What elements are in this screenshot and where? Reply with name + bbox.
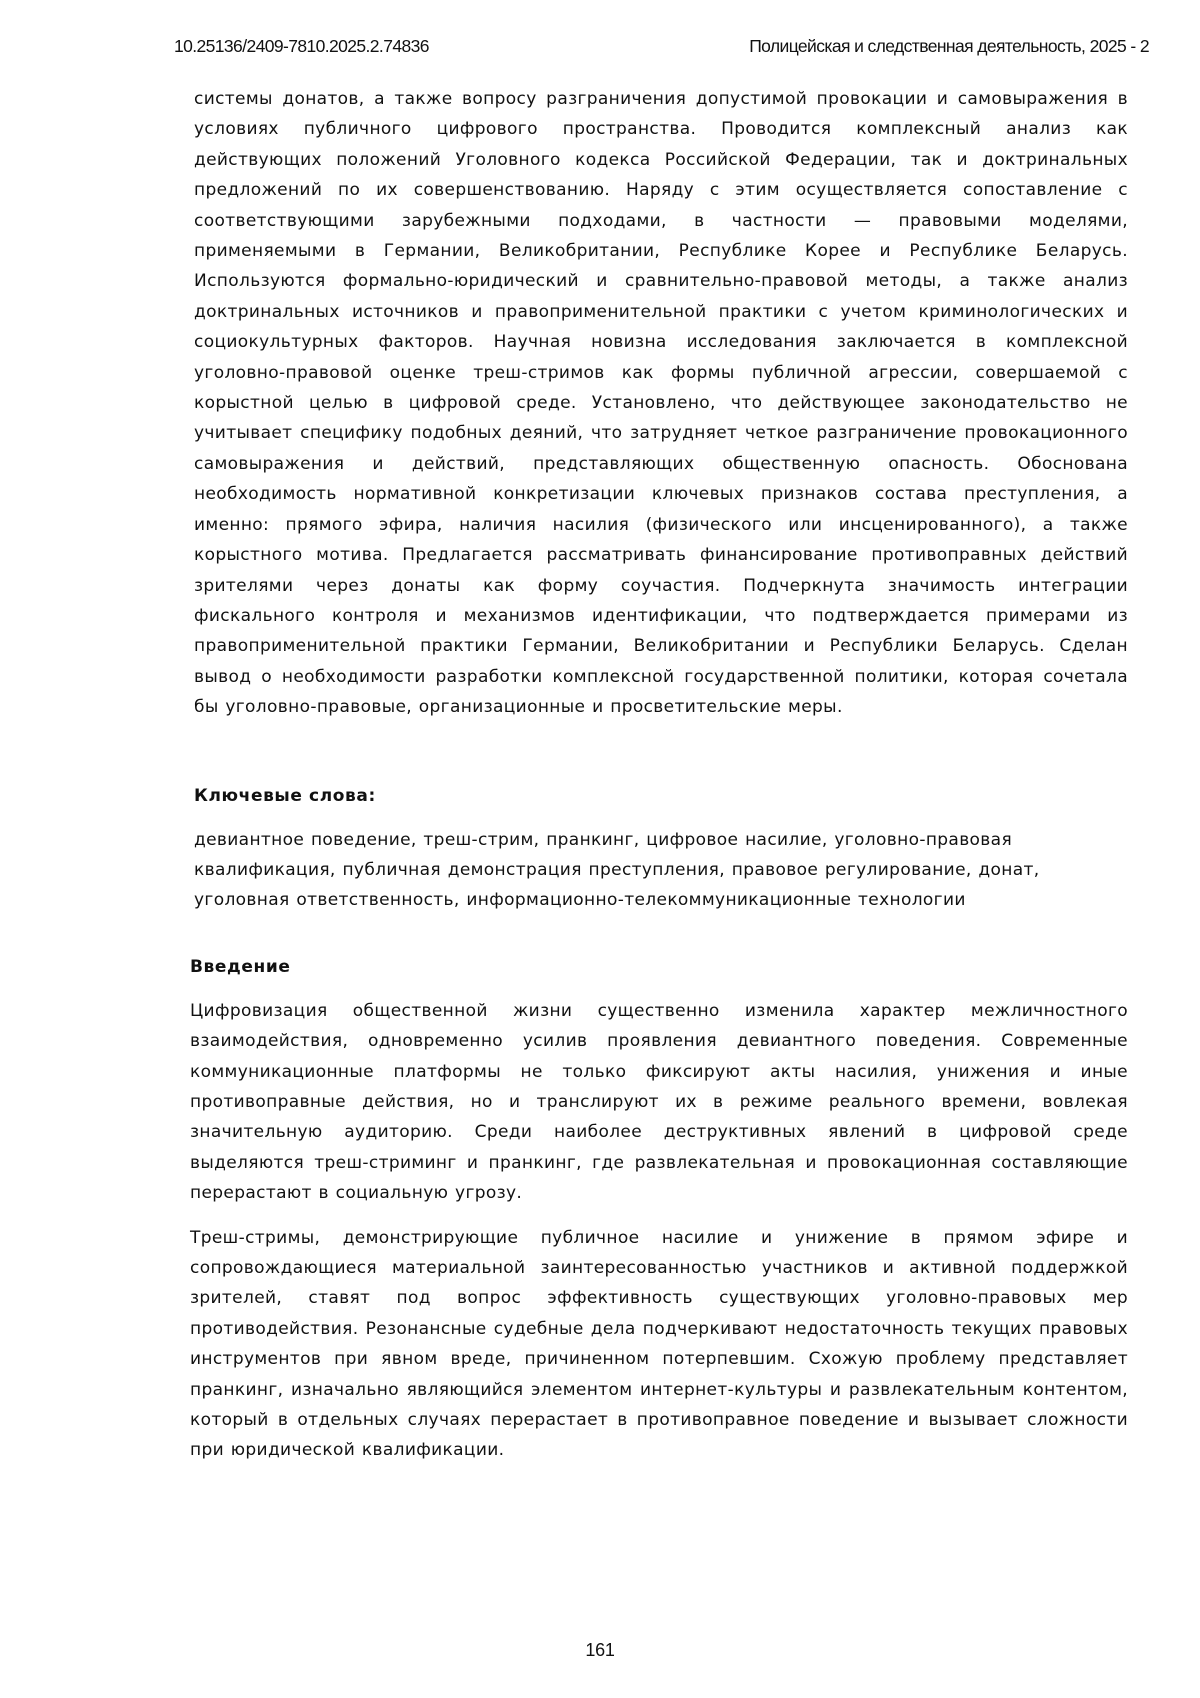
page-number: 161 xyxy=(585,1640,615,1660)
article-body xyxy=(190,84,1128,1466)
journal-title: Полицейская и следственная деятельность, 2025 - 2 xyxy=(749,36,1149,56)
doi-text: 10.25136/2409-7810.2025.2.74836 xyxy=(174,36,429,56)
introduction-paragraph-2: Треш-стримы, демонстрирующие публичное насилие и унижение в прямом эфире и сопровождающиеся материальной заинтересованностью участников и активной поддержкой зрителей, ставят под вопрос эффективность существующих уголовно-правовых мер противодействия. Резонансные судебные дела подчеркивают недостаточность текущих правовых инструментов при явном вреде, причиненном потерпевшим. Схожую проблему представляет пранкинг, изначально являющийся элементом интернет-культуры и развлекательным контентом, который в отдельных случаях перерастает в противоправное поведение и вызывает сложности при юридической квалификации. xyxy=(190,1227,1128,1461)
introduction-paragraph-1: Цифровизация общественной жизни существенно изменила характер межличностного взаимодействия, одновременно усилив проявления девиантного поведения. Современные коммуникационные платформы не только фиксируют акты насилия, унижения и иные противоправные действия, но и транслируют их в режиме реального времени, вовлекая значительную аудиторию. Среди наиболее деструктивных явлений в цифровой среде выделяются треш-стриминг и пранкинг, где развлекательная и провокационная составляющие перерастают в социальную угрозу. xyxy=(190,1000,1128,1204)
introduction-heading: Введение xyxy=(190,956,291,977)
abstract-paragraph: системы донатов, а также вопросу разграничения допустимой провокации и самовыражения в условиях публичного цифрового пространства. Проводится комплексный анализ как действующих положений Уголовного кодекса Российской Федерации, так и доктринальных предложений по их совершенствованию. Наряду с этим осуществляется сопоставление с соответствующими зарубежными подходами, в частности — правовыми моделями, применяемыми в Германии, Великобритании, Республике Корее и Республике Беларусь. Используются формально-юридический и сравнительно-правовой методы, а также анализ доктринальных источников и правоприменительной практики с учетом криминологических и социокультурных факторов. Научная новизна исследования заключается в комплексной уголовно-правовой оценке треш-стримов как формы публичной агрессии, совершаемой с корыстной целью в цифровой среде. Установлено, что действующее законодательство не учитывает специфику подобных деяний, что затрудняет четкое разграничение провокационного самовыражения и действий, представляющих общественную опасность. Обоснована необходимость нормативной конкретизации ключевых признаков состава преступления, а именно: прямого эфира, наличия насилия (физического или инсценированного), а также корыстного мотива. Предлагается рассматривать финансирование противоправных действий зрителями через донаты как форму соучастия. Подчеркнута значимость интеграции фискального контроля и механизмов идентификации, что подтверждается примерами из правоприменительной практики Германии, Великобритании и Республики Беларусь. Сделан вывод о необходимости разработки комплексной государственной политики, которая сочетала бы уголовно-правовые, организационные и просветительские меры. xyxy=(194,89,1128,718)
running-header xyxy=(174,36,1149,62)
keywords-text: девиантное поведение, треш-стрим, пранкинг, цифровое насилие, уголовно-правовая квалификация, публичная демонстрация преступления, правовое регулирование, донат, уголовная ответственность, информационно-телекоммуникационные технологии xyxy=(194,829,1040,911)
keywords-heading: Ключевые слова: xyxy=(194,785,376,806)
